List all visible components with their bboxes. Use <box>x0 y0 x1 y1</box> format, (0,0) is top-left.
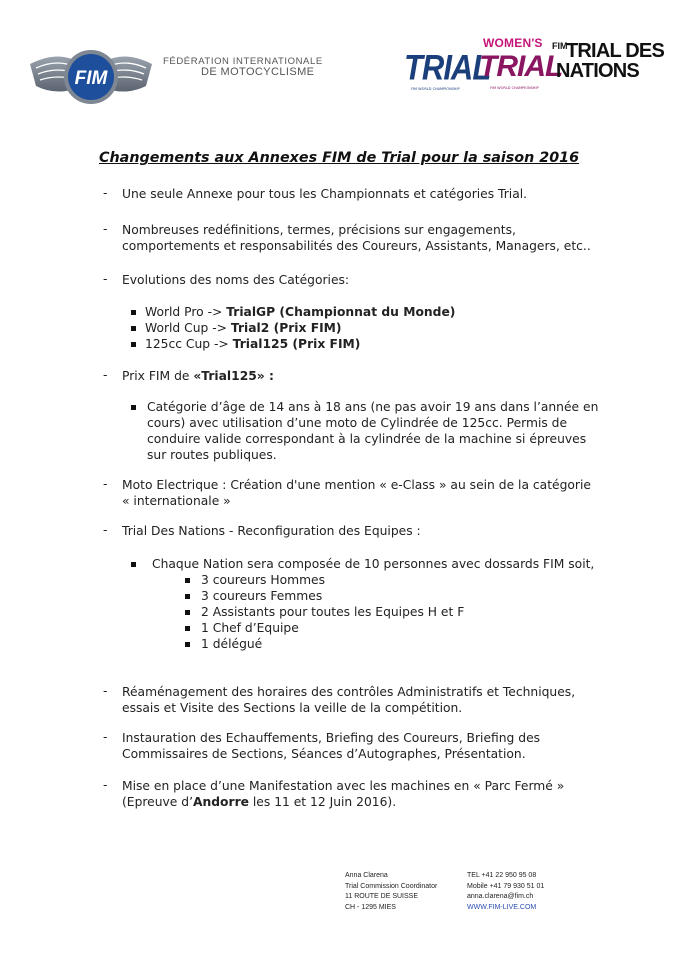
item-parc-ferme-line1: Mise en place d’une Manifestation avec les machines en « Parc Fermé » <box>122 779 565 793</box>
item-parc-ferme-line2: (Epreuve d’Andorre les 11 et 12 Juin 2016). <box>122 795 397 809</box>
team-member: 1 délégué <box>201 637 263 651</box>
square-bullet <box>185 626 190 631</box>
footer-contact-left <box>345 871 437 913</box>
dash-bullet: - <box>103 477 108 491</box>
category-trial2: World Cup -> Trial2 (Prix FIM) <box>145 321 342 335</box>
item-briefings-line2: Commissaires de Sections, Séances d’Autographes, Présentation. <box>122 747 526 761</box>
document-title: Changements aux Annexes FIM de Trial pour la saison 2016 <box>99 150 580 166</box>
item-prix-fim-trial125: Prix FIM de «Trial125» : <box>122 369 274 383</box>
trial125-description-line2: cours) avec utilisation d’une moto de Cylindrée de 125cc. Permis de <box>147 416 568 430</box>
trial-logo-subtitle: FIM WORLD CHAMPIONSHIP <box>411 87 460 91</box>
federation-name-line1: FÉDÉRATION INTERNATIONALE <box>163 56 323 67</box>
contact-city: CH - 1295 MIES <box>345 903 396 911</box>
team-member: 3 coureurs Hommes <box>201 573 326 587</box>
dash-bullet: - <box>103 272 108 286</box>
fim-logo <box>28 44 154 110</box>
trial-des-nations-logo-line2: NATIONS <box>556 60 639 82</box>
trial-logo: TRIAL <box>404 47 491 88</box>
nation-team-composition: Chaque Nation sera composée de 10 personnes avec dossards FIM soit, <box>152 557 595 571</box>
square-bullet <box>185 642 190 647</box>
item-electric-line1: Moto Electrique : Création d'une mention « e-Class » au sein de la catégorie <box>122 478 591 492</box>
square-bullet <box>131 562 136 567</box>
category-trialgp: World Pro -> TrialGP (Championnat du Monde) <box>145 305 456 319</box>
item-electric-line2: « internationale » <box>122 494 231 508</box>
item-redefinitions-line1: Nombreuses redéfinitions, termes, précisions sur engagements, <box>122 223 516 237</box>
womens-trial-logo-subtitle: FIM WORLD CHAMPIONSHIP <box>490 86 539 90</box>
item-schedule-line1: Réaménagement des horaires des contrôles Administratifs et Techniques, <box>122 685 576 699</box>
dash-bullet: - <box>103 222 108 236</box>
item-briefings-line1: Instauration des Echauffements, Briefing des Coureurs, Briefing des <box>122 731 541 745</box>
item-category-names: Evolutions des noms des Catégories: <box>122 273 350 287</box>
tdn-logo-fim: FIM <box>552 41 568 51</box>
dash-bullet: - <box>103 523 108 537</box>
trial125-description-line4: sur routes publiques. <box>147 448 277 462</box>
item-single-annex: Une seule Annexe pour tous les Championnats et catégories Trial. <box>122 187 528 201</box>
dash-bullet: - <box>103 778 108 792</box>
trial125-description-line1: Catégorie d’âge de 14 ans à 18 ans (ne pas avoir 19 ans dans l’année en <box>147 400 599 414</box>
contact-email[interactable]: anna.clarena@fim.ch <box>467 893 534 900</box>
trial-des-nations-logo-line1: TRIAL DES <box>566 40 664 62</box>
federation-name-line2: DE MOTOCYCLISME <box>201 66 315 78</box>
item-schedule-line2: essais et Visite des Sections la veille de la compétition. <box>122 701 463 715</box>
category-trial125: 125cc Cup -> Trial125 (Prix FIM) <box>145 337 361 351</box>
trial125-description-line3: conduire valide correspondant à la cylindrée de la machine si épreuves <box>147 432 587 446</box>
contact-address: 11 ROUTE DE SUISSE <box>345 893 419 900</box>
dash-bullet: - <box>103 684 108 698</box>
womens-trial-logo-top: WOMEN'S <box>483 36 543 50</box>
fim-logo-text: FIM <box>74 68 108 89</box>
contact-name: Anna Clarena <box>345 872 388 879</box>
contact-mobile: Mobile +41 79 930 51 01 <box>467 882 545 890</box>
womens-trial-logo: TRIAL <box>479 50 563 83</box>
team-member: 2 Assistants pour toutes les Equipes H et F <box>201 605 465 619</box>
square-bullet <box>131 405 136 410</box>
item-trial-des-nations: Trial Des Nations - Reconfiguration des Equipes : <box>122 524 421 538</box>
square-bullet <box>131 310 136 315</box>
contact-role: Trial Commission Coordinator <box>345 882 438 890</box>
item-redefinitions-line2: comportements et responsabilités des Coureurs, Assistants, Managers, etc.. <box>122 239 591 253</box>
square-bullet <box>185 578 190 583</box>
square-bullet <box>131 342 136 347</box>
contact-phone: TEL +41 22 950 95 08 <box>467 872 537 879</box>
square-bullet <box>185 610 190 615</box>
team-member: 1 Chef d’Equipe <box>201 621 299 635</box>
team-member: 3 coureurs Femmes <box>201 589 323 603</box>
contact-website[interactable]: WWW.FIM-LIVE.COM <box>467 903 537 911</box>
footer-contact-right <box>467 871 544 913</box>
square-bullet <box>131 326 136 331</box>
dash-bullet: - <box>103 730 108 744</box>
dash-bullet: - <box>103 368 108 382</box>
dash-bullet: - <box>103 186 108 200</box>
square-bullet <box>185 594 190 599</box>
